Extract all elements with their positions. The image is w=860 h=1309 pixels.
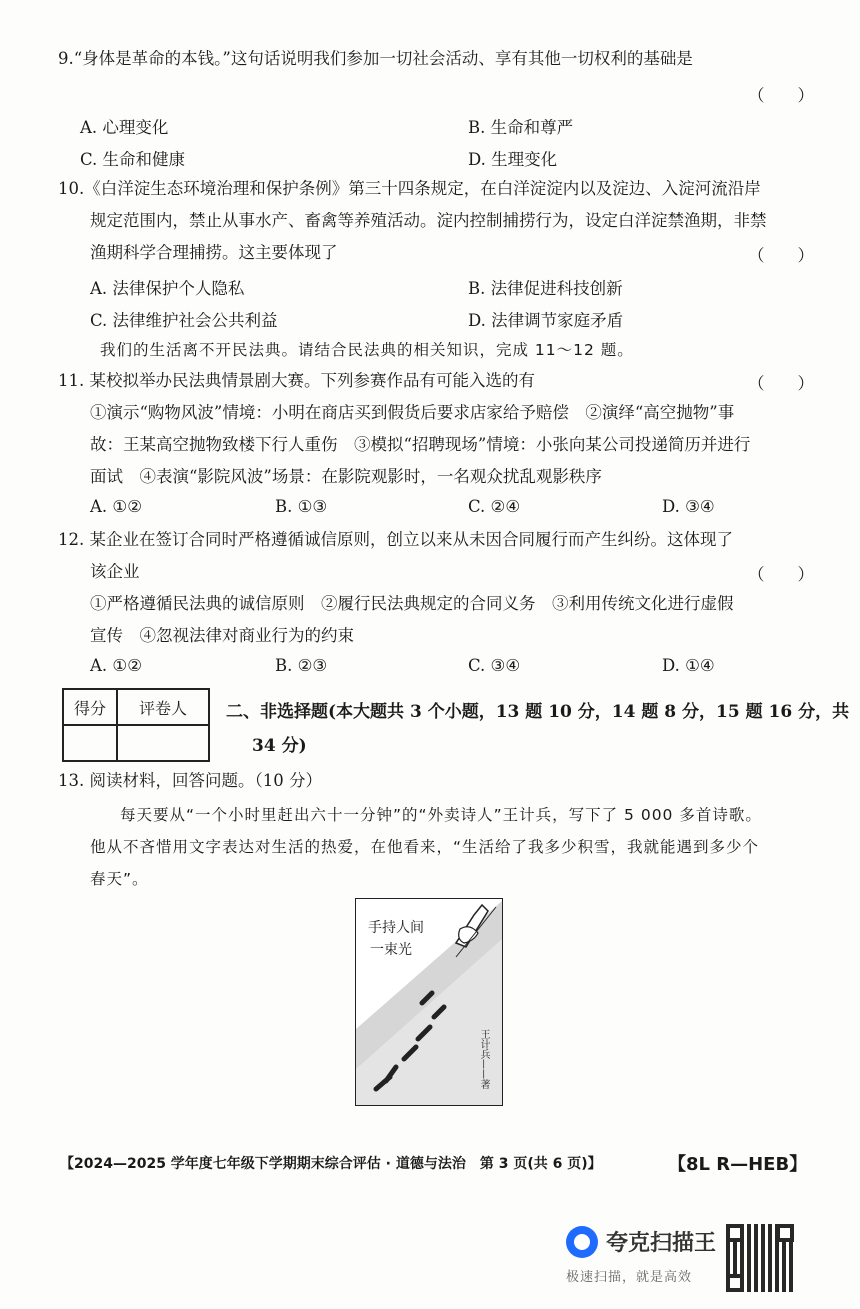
q11-line3: 面试 ④表演“影院风波”场景：在影院观影时，一名观众扰乱观影秩序 — [90, 467, 602, 486]
q12-line4: 宣传 ④忽视法律对商业行为的约束 — [90, 626, 354, 645]
q10-answer-paren: （ ） — [748, 246, 814, 265]
q10-option-d: D. 法律调节家庭矛盾 — [468, 311, 624, 330]
score-table — [62, 688, 210, 762]
q11-stem: 11. 某校拟举办民法典情景剧大赛。下列参赛作品有可能入选的有 — [58, 371, 535, 390]
quark-logo-icon — [566, 1226, 598, 1258]
q10-line1: 10.《白洋淀生态环境治理和保护条例》第三十四条规定，在白洋淀淀内以及淀边、入淀河流沿岸 — [58, 179, 761, 198]
q11-option-a: A. ①② — [90, 497, 142, 516]
q12-option-d: D. ①④ — [662, 656, 715, 675]
q12-line2: 该企业 — [90, 562, 140, 581]
q11-line1: ①演示“购物风波”情境：小明在商店买到假货后要求店家给予赔偿 ②演绎“高空抛物”事 — [90, 403, 735, 422]
q9-option-b: B. 生命和尊严 — [468, 118, 574, 137]
exam-code: 【8L R—HEB】 — [668, 1154, 808, 1175]
grader-header: 评卷人 — [117, 689, 209, 725]
book-cover-title — [368, 917, 424, 961]
q9-answer-paren: （ ） — [748, 86, 814, 105]
q12-option-b: B. ②③ — [275, 656, 328, 675]
q11-answer-paren: （ ） — [748, 374, 814, 393]
score-header: 得分 — [63, 689, 117, 725]
qr-code-icon — [726, 1224, 794, 1292]
q9-option-d: D. 生理变化 — [468, 150, 558, 169]
book-cover-author: 王计兵——著 — [478, 1029, 489, 1089]
scanner-watermark — [566, 1224, 796, 1294]
intro-11-12: 我们的生活离不开民法典。请结合民法典的相关知识，完成 11～12 题。 — [100, 341, 634, 359]
q11-line2: 故：王某高空抛物致楼下行人重伤 ③模拟“招聘现场”情境：小张向某公司投递简历并进行 — [90, 435, 751, 454]
q10-option-c: C. 法律维护社会公共利益 — [90, 311, 278, 330]
q10-line2: 规定范围内，禁止从事水产、畜禽等养殖活动。淀内控制捕捞行为，设定白洋淀禁渔期，非禁 — [90, 211, 767, 230]
q12-option-a: A. ①② — [90, 656, 142, 675]
q9-option-c: C. 生命和健康 — [80, 150, 186, 169]
q9-stem: 9.“身体是革命的本钱。”这句话说明我们参加一切社会活动、享有其他一切权利的基础是 — [58, 49, 693, 68]
q10-option-b: B. 法律促进科技创新 — [468, 279, 623, 298]
score-cell[interactable] — [63, 725, 117, 761]
q10-line3: 渔期科学合理捕捞。这主要体现了 — [90, 243, 338, 262]
q13-stem: 13. 阅读材料，回答问题。（10 分） — [58, 771, 322, 790]
q11-option-b: B. ①③ — [275, 497, 328, 516]
watermark-title: 夸克扫描王 — [606, 1231, 717, 1256]
page-footer: 【2024—2025 学年度七年级下学期期末综合评估 · 道德与法治 第 3 页(共 6 页)】 — [60, 1156, 602, 1172]
book-cover-title-line2: 一束光 — [370, 942, 412, 958]
q12-answer-paren: （ ） — [748, 565, 814, 584]
q10-option-a: A. 法律保护个人隐私 — [90, 279, 245, 298]
q11-option-d: D. ③④ — [662, 497, 715, 516]
grader-cell[interactable] — [117, 725, 209, 761]
q13-para1: 每天要从“一个小时里赶出六十一分钟”的“外卖诗人”王计兵，写下了 5 000 多首诗歌。 — [120, 806, 762, 824]
q12-line3: ①严格遵循民法典的诚信原则 ②履行民法典规定的合同义务 ③利用传统文化进行虚假 — [90, 594, 734, 613]
q13-para3: 春天”。 — [90, 870, 149, 888]
book-cover-title-line1: 手持人间 — [368, 920, 424, 936]
section-2-title: 二、非选择题(本大题共 3 个小题，13 题 10 分，14 题 8 分，15 题 16 分，共 — [226, 702, 850, 722]
q13-para2: 他从不吝惜用文字表达对生活的热爱，在他看来，“生活给了我多少积雪，我就能遇到多少个 — [90, 838, 760, 856]
section-2-title-cont: 34 分) — [252, 736, 307, 756]
q9-option-a: A. 心理变化 — [80, 118, 169, 137]
book-cover-image — [355, 898, 503, 1106]
watermark-subtitle: 极速扫描，就是高效 — [566, 1270, 693, 1285]
q12-line1: 12. 某企业在签订合同时严格遵循诚信原则，创立以来从未因合同履行而产生纠纷。这体现了 — [58, 530, 733, 549]
q12-option-c: C. ③④ — [468, 656, 521, 675]
q11-option-c: C. ②④ — [468, 497, 521, 516]
